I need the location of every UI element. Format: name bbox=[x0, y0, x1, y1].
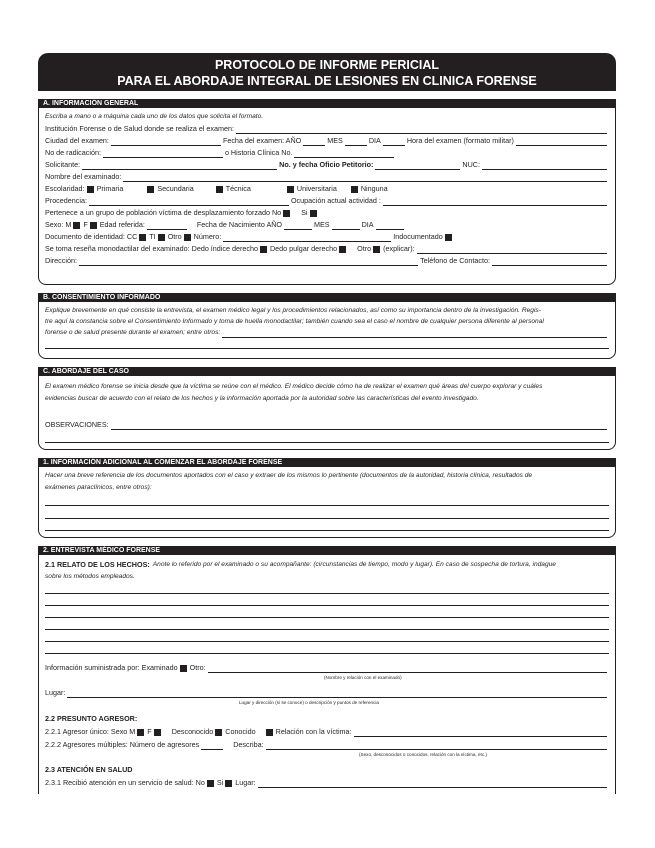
intro-text: Escriba a mano o a máquina cada uno de los datos que solicita el formato. bbox=[45, 113, 264, 120]
checkbox-care-yes[interactable] bbox=[225, 780, 232, 787]
phone-label: Teléfono de Contacto: bbox=[420, 256, 490, 265]
describe-field[interactable] bbox=[266, 741, 607, 750]
age-label: Edad referida: bbox=[99, 220, 145, 229]
checkbox-other-finger[interactable] bbox=[373, 246, 380, 253]
place-field[interactable] bbox=[67, 689, 607, 698]
checkbox-ninguna[interactable] bbox=[351, 186, 358, 193]
month-label: MES bbox=[327, 136, 343, 145]
form-header bbox=[38, 53, 616, 91]
other-finger-label: Otro bbox=[357, 244, 372, 253]
care-place-field[interactable] bbox=[258, 779, 607, 788]
describe-label: Describa: bbox=[233, 740, 264, 749]
option-secundaria: Secundaria bbox=[157, 184, 194, 193]
facts-line-3[interactable] bbox=[45, 617, 609, 618]
address-field[interactable] bbox=[79, 257, 418, 266]
aggressor-heading: 2.2 PRESUNTO AGRESOR: bbox=[45, 714, 138, 723]
schooling-label: Escolaridad: bbox=[45, 184, 85, 193]
care-place-label: Lugar: bbox=[235, 778, 256, 787]
petition-field[interactable] bbox=[375, 161, 460, 170]
clinical-history-label: o Historia Clínica No. bbox=[224, 148, 293, 157]
option-universitaria: Universitaria bbox=[296, 184, 337, 193]
requester-label: Solicitante: bbox=[45, 160, 81, 169]
doc-number-field[interactable] bbox=[223, 233, 391, 242]
form-title-line1: PROTOCOLO DE INFORME PERICIAL bbox=[214, 58, 440, 72]
checkbox-unknown[interactable] bbox=[215, 729, 222, 736]
facts-instructions-2: sobre los métodos empleados. bbox=[45, 573, 135, 580]
consent-text-2: tre aquí la constancia sobre el Consentimiento Informado y toma de huella monodactilar; también cuando sea el caso el nombre de cualquier persona diferente al personal bbox=[45, 318, 544, 325]
case-text-2: evidencias buscar de acuerdo con el relato de los hechos y la información aportada por la autoridad sobre las características del evento investigado. bbox=[45, 395, 479, 402]
checkbox-care-no[interactable] bbox=[207, 780, 214, 787]
fingerprint-label: Se toma reseña monodactilar del examinado: Dedo índice derecho bbox=[45, 244, 258, 253]
place-label: Lugar: bbox=[45, 688, 66, 697]
checkbox-cc[interactable] bbox=[139, 234, 146, 241]
phone-field[interactable] bbox=[492, 257, 607, 266]
known-label: Conocido bbox=[225, 727, 256, 736]
facts-heading: 2.1 RELATO DE LOS HECHOS: bbox=[45, 560, 150, 569]
checkbox-known[interactable] bbox=[266, 729, 273, 736]
health-care-heading: 2.3 ATENCIÓN EN SALUD bbox=[45, 765, 133, 774]
additional-text-1: Hacer una breve referencia de los documentos aportados con el caso y extraer de los mismos lo pertinente (documentos de la autoridad, historia clínica, resultados de bbox=[45, 472, 533, 479]
birth-day-label: DIA bbox=[361, 220, 374, 229]
consent-text-1: Explique brevemente en qué consiste la entrevista, el examen médico legal y los procedimientos relacionados, así como su importancia dentro de la investigación. Regis- bbox=[45, 307, 541, 314]
case-text-1: El examen médico forense se inicia desde que la víctima se reúne con el médico. El médico decide cómo ha de realizar el examen qué áreas del cuerpo explorar y cuáles bbox=[45, 383, 543, 390]
city-label: Ciudad del examen: bbox=[45, 136, 109, 145]
requester-field[interactable] bbox=[82, 161, 277, 170]
checkbox-aggressor-f[interactable] bbox=[154, 729, 161, 736]
checkbox-displaced-yes[interactable] bbox=[310, 210, 317, 217]
birth-year-field[interactable] bbox=[284, 221, 312, 230]
consent-field-1[interactable] bbox=[222, 329, 607, 338]
institution-field[interactable] bbox=[236, 125, 607, 134]
explain-label: (explicar): bbox=[383, 244, 415, 253]
yes-label: Si bbox=[301, 208, 308, 217]
exam-day-field[interactable] bbox=[383, 137, 405, 146]
facts-line-5[interactable] bbox=[45, 641, 609, 642]
section-1-title: 1. INFORMACIÓN ADICIONAL AL COMENZAR EL ABORDAJE FORENSE bbox=[38, 458, 616, 467]
consent-field-2[interactable] bbox=[45, 348, 609, 349]
section-b-title: B. CONSENTIMIENTO INFORMADO bbox=[38, 293, 616, 302]
section-2-title: 2. ENTREVISTA MÉDICO FORENSE bbox=[38, 546, 616, 555]
institution-label: Institución Forense o de Salud donde se realiza el examen: bbox=[45, 124, 234, 133]
nuc-field[interactable] bbox=[482, 161, 607, 170]
nuc-label: NUC: bbox=[462, 160, 480, 169]
facts-line-2[interactable] bbox=[45, 605, 609, 606]
undocumented-label: Indocumentado bbox=[393, 232, 443, 241]
displaced-group-label: Pertenece a un grupo de población víctima de desplazamiento forzado No bbox=[45, 208, 282, 217]
section-a-general-info bbox=[38, 99, 616, 285]
birth-day-field[interactable] bbox=[376, 221, 404, 230]
checkbox-universitaria[interactable] bbox=[287, 186, 294, 193]
place-note: Lugar y dirección (si se conoce) o descripción y puntos de referencia bbox=[239, 700, 379, 705]
option-tecnica: Técnica bbox=[225, 184, 251, 193]
unknown-label: Desconocido bbox=[171, 727, 214, 736]
describe-note: (Sexo, desconocidos o conocidos, relación con la víctima, etc.) bbox=[359, 752, 487, 757]
observations-label: OBSERVACIONES: bbox=[45, 420, 109, 429]
age-field[interactable] bbox=[147, 221, 187, 230]
doc-number-label: Número: bbox=[193, 232, 222, 241]
multiple-aggressors-label: 2.2.2 Agresores múltiples: Número de agresores bbox=[45, 740, 200, 749]
aggressor-f-label: F bbox=[147, 727, 152, 736]
facts-line-1[interactable] bbox=[45, 593, 609, 594]
checkbox-secundaria[interactable] bbox=[147, 186, 154, 193]
consent-text-3: forense o de salud presente durante el examen; entre otros: bbox=[45, 329, 221, 336]
checkbox-index-finger[interactable] bbox=[260, 246, 267, 253]
occupation-field[interactable] bbox=[383, 197, 607, 206]
day-label: DIA bbox=[368, 136, 381, 145]
section-2-interview bbox=[38, 546, 616, 794]
filing-label: No de radicación: bbox=[45, 148, 101, 157]
name-relation-note: (Nombre y relación con el examinado) bbox=[324, 675, 402, 680]
care-yes-label: Si bbox=[216, 778, 224, 787]
occupation-label: Ocupación actual actividad : bbox=[290, 196, 381, 205]
section-c-case-approach bbox=[38, 367, 616, 450]
thumb-label: Dedo pulgar derecho bbox=[269, 244, 338, 253]
facts-line-4[interactable] bbox=[45, 629, 609, 630]
examinee-name-field[interactable] bbox=[123, 173, 607, 182]
sex-f-label: F bbox=[83, 220, 88, 229]
origin-field[interactable] bbox=[89, 197, 289, 206]
address-label: Dirección: bbox=[45, 256, 77, 265]
checkbox-examinee[interactable] bbox=[180, 665, 187, 672]
explain-field[interactable] bbox=[417, 245, 607, 254]
section-a-title: A. INFORMACIÓN GENERAL bbox=[38, 99, 616, 108]
origin-label: Procedencia: bbox=[45, 196, 87, 205]
checkbox-displaced-no[interactable] bbox=[283, 210, 290, 217]
relationship-field[interactable] bbox=[354, 728, 607, 737]
facts-line-6[interactable] bbox=[45, 653, 609, 654]
city-field[interactable] bbox=[111, 137, 221, 146]
section-1-additional-info bbox=[38, 458, 616, 538]
checkbox-aggressor-m[interactable] bbox=[137, 729, 144, 736]
checkbox-other-doc[interactable] bbox=[184, 234, 191, 241]
id-doc-label: Documento de identidad: CC bbox=[45, 232, 138, 241]
section-b-consent bbox=[38, 293, 616, 359]
clinical-history-field[interactable] bbox=[294, 149, 394, 158]
sex-m-label: Sexo: M bbox=[45, 220, 72, 229]
birth-month-field[interactable] bbox=[332, 221, 360, 230]
checkbox-tecnica[interactable] bbox=[216, 186, 223, 193]
form-title-line2: PARA EL ABORDAJE INTEGRAL DE LESIONES EN CLINICA FORENSE bbox=[117, 74, 537, 88]
exam-year-field[interactable] bbox=[303, 137, 325, 146]
facts-instructions: Anote lo referido por el examinado o su acompañante: (circunstancias de tiempo, modo y lugar). En caso de sospecha de tortura, indague bbox=[152, 561, 556, 568]
examinee-name-label: Nombre del examinado: bbox=[45, 172, 122, 181]
other-doc-label: Otro bbox=[167, 232, 182, 241]
exam-month-field[interactable] bbox=[345, 137, 367, 146]
additional-text-2: exámenes paraclínicos, entre otros): bbox=[45, 484, 152, 491]
observations-field-2[interactable] bbox=[45, 442, 609, 443]
option-primaria: Primaria bbox=[96, 184, 124, 193]
observations-field[interactable] bbox=[111, 421, 607, 430]
filing-field[interactable] bbox=[103, 149, 223, 158]
petition-label: No. y fecha Oficio Petitorio: bbox=[279, 160, 374, 169]
additional-field-3[interactable] bbox=[45, 530, 609, 531]
checkbox-ti[interactable] bbox=[158, 234, 165, 241]
checkbox-undocumented[interactable] bbox=[445, 234, 452, 241]
additional-field-1[interactable] bbox=[45, 505, 609, 506]
checkbox-sex-f[interactable] bbox=[90, 222, 97, 229]
info-other-label: Otro: bbox=[189, 663, 206, 672]
exam-date-label: Fecha del examen: AÑO bbox=[222, 136, 302, 145]
option-ninguna: Ninguna bbox=[360, 184, 388, 193]
info-source-label: Información suministrada por: Examinado bbox=[45, 663, 178, 672]
info-other-field[interactable] bbox=[208, 664, 607, 673]
hour-label: Hora del examen (formato militar) bbox=[406, 136, 514, 145]
exam-hour-field[interactable] bbox=[516, 137, 607, 146]
health-care-label: 2.3.1 Recibió atención en un servicio de salud: No bbox=[45, 778, 205, 787]
birth-month-label: MES bbox=[314, 220, 330, 229]
checkbox-sex-m[interactable] bbox=[73, 222, 80, 229]
aggressor-count-field[interactable] bbox=[201, 741, 223, 750]
checkbox-primaria[interactable] bbox=[87, 186, 94, 193]
single-aggressor-label: 2.2.1 Agresor único: Sexo M bbox=[45, 727, 136, 736]
additional-field-2[interactable] bbox=[45, 518, 609, 519]
checkbox-thumb[interactable] bbox=[339, 246, 346, 253]
relationship-label: Relación con la víctima: bbox=[275, 727, 352, 736]
birth-date-label: Fecha de Nacimiento AÑO bbox=[196, 220, 283, 229]
section-c-title: C. ABORDAJE DEL CASO bbox=[38, 367, 616, 376]
ti-label: TI bbox=[149, 232, 156, 241]
